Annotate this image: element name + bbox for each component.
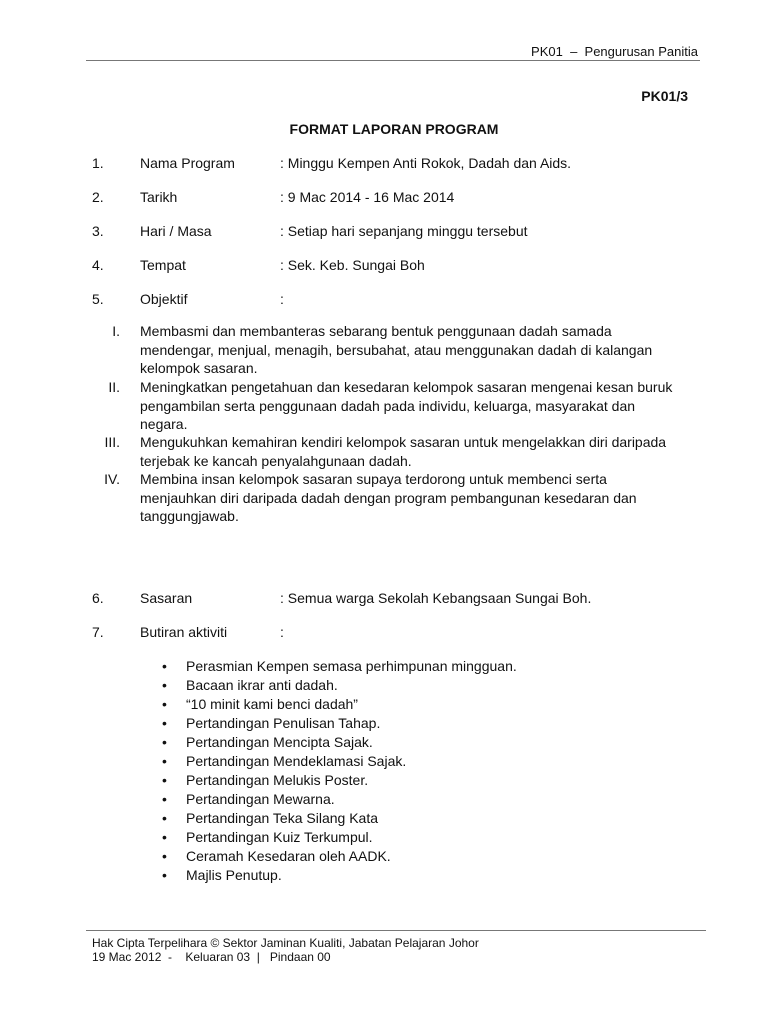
field-label: Nama Program	[140, 155, 235, 171]
field-number: 7.	[92, 624, 104, 640]
bullet-icon: •	[162, 867, 167, 883]
activity-item	[160, 809, 517, 828]
bullet-icon: •	[162, 810, 167, 826]
activity-text: Pertandingan Mendeklamasi Sajak.	[186, 753, 407, 769]
activity-text: Pertandingan Teka Silang Kata	[186, 810, 378, 826]
bullet-icon: •	[162, 696, 167, 712]
header-divider	[86, 60, 700, 61]
activity-text: Bacaan ikrar anti dadah.	[186, 677, 338, 693]
activity-item	[160, 714, 517, 733]
bullet-icon: •	[162, 658, 167, 674]
field-tarikh	[0, 189, 768, 207]
activity-text: Pertandingan Kuiz Terkumpul.	[186, 829, 373, 845]
objective-text: Mengukuhkan kemahiran kendiri kelompok sasaran untuk mengelakkan diri daripada terjebak ke kancah penyalahgunaan dadah.	[140, 434, 667, 469]
activity-text: Pertandingan Mencipta Sajak.	[186, 734, 373, 750]
activity-text: Pertandingan Mewarna.	[186, 791, 335, 807]
header-text: PK01 – Pengurusan Panitia	[531, 44, 698, 59]
field-value: :	[280, 624, 284, 640]
document-title: FORMAT LAPORAN PROGRAM	[289, 121, 499, 137]
field-label: Hari / Masa	[140, 223, 212, 239]
activity-item	[160, 771, 517, 790]
footer-divider	[86, 930, 706, 931]
bullet-icon: •	[162, 772, 167, 788]
field-value: : 9 Mac 2014 - 16 Mac 2014	[280, 189, 455, 205]
bullet-icon: •	[162, 829, 167, 845]
field-label: Butiran aktiviti	[140, 624, 228, 640]
field-number: 4.	[92, 257, 104, 273]
field-value: :	[280, 291, 284, 307]
activity-item	[160, 695, 517, 714]
activity-item	[160, 676, 517, 695]
footer-release-info: 19 Mac 2012 - Keluaran 03 | Pindaan 00	[92, 950, 331, 964]
bullet-icon: •	[162, 791, 167, 807]
activity-item	[160, 790, 517, 809]
field-objektif	[0, 291, 768, 309]
activity-text: Majlis Penutup.	[186, 867, 282, 883]
activity-item	[160, 657, 517, 676]
field-sasaran	[0, 590, 768, 608]
footer-copyright: Hak Cipta Terpelihara © Sektor Jaminan Kualiti, Jabatan Pelajaran Johor	[92, 936, 479, 950]
objective-number: IV.	[104, 471, 120, 487]
field-value: : Minggu Kempen Anti Rokok, Dadah dan Aids.	[280, 155, 572, 171]
field-label: Sasaran	[140, 590, 193, 606]
objective-text: Membasmi dan membanteras sebarang bentuk penggunaan dadah samada mendengar, menjual, menagih, bersubahat, atau menggunakan dadah di kalangan kelompok sasaran.	[140, 323, 653, 376]
activity-item	[160, 828, 517, 847]
activity-text: Ceramah Kesedaran oleh AADK.	[186, 848, 391, 864]
bullet-icon: •	[162, 753, 167, 769]
field-value: : Setiap hari sepanjang minggu tersebut	[280, 223, 528, 239]
document-code: PK01/3	[641, 88, 688, 104]
field-number: 5.	[92, 291, 104, 307]
field-number: 6.	[92, 590, 104, 606]
field-label: Tempat	[140, 257, 186, 273]
objective-number: II.	[108, 379, 120, 395]
bullet-icon: •	[162, 677, 167, 693]
activity-item	[160, 733, 517, 752]
field-butiran-aktiviti	[0, 624, 768, 642]
activity-item	[160, 752, 517, 771]
field-tempat	[0, 257, 768, 275]
objective-text: Meningkatkan pengetahuan dan kesedaran kelompok sasaran mengenai kesan buruk pengambilan serta penggunaan dadah pada individu, keluarga, masyarakat dan negara.	[140, 379, 673, 432]
bullet-icon: •	[162, 848, 167, 864]
field-value: : Semua warga Sekolah Kebangsaan Sungai Boh.	[280, 590, 592, 606]
field-number: 1.	[92, 155, 104, 171]
objective-number: I.	[112, 323, 120, 339]
objective-number: III.	[104, 434, 120, 450]
field-number: 2.	[92, 189, 104, 205]
activity-text: Pertandingan Penulisan Tahap.	[186, 715, 381, 731]
field-label: Tarikh	[140, 189, 178, 205]
field-label: Objektif	[140, 291, 188, 307]
bullet-icon: •	[162, 734, 167, 750]
activity-item	[160, 847, 517, 866]
field-hari-masa	[0, 223, 768, 241]
activity-text: Pertandingan Melukis Poster.	[186, 772, 369, 788]
field-number: 3.	[92, 223, 104, 239]
bullet-icon: •	[162, 715, 167, 731]
objective-text: Membina insan kelompok sasaran supaya terdorong untuk membenci serta menjauhkan diri daripada dadah dengan program pembangunan kesedaran dan tanggungjawab.	[140, 471, 637, 524]
activity-text: “10 minit kami benci dadah”	[186, 696, 358, 712]
activity-item	[160, 866, 517, 885]
field-nama-program	[0, 155, 768, 173]
field-value: : Sek. Keb. Sungai Boh	[280, 257, 425, 273]
activity-list	[160, 657, 517, 885]
activity-text: Perasmian Kempen semasa perhimpunan mingguan.	[186, 658, 517, 674]
